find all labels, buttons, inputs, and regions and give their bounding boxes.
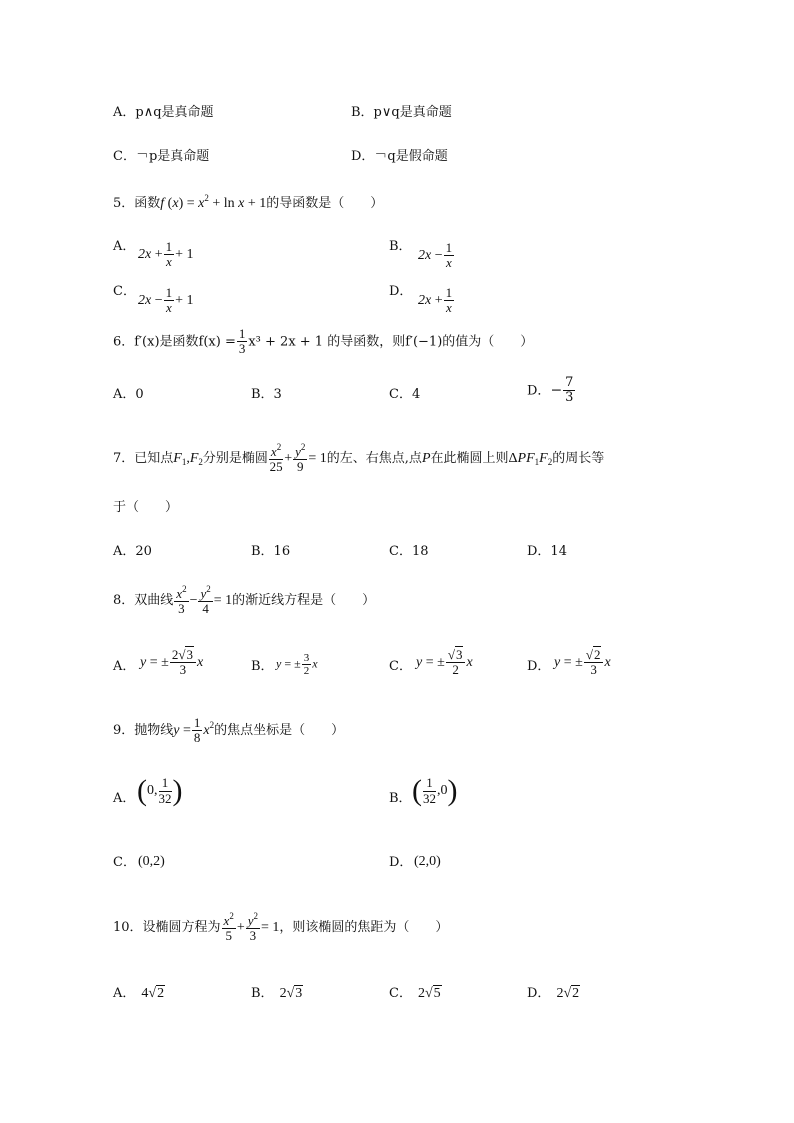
- q10-option-a-radicand: 2: [157, 986, 165, 1001]
- q5-option-b: 2x − $\frac{1}{x}$: [418, 240, 453, 271]
- q5-option-b-label: B．: [389, 239, 412, 254]
- q9-option-d: (2,0): [414, 854, 441, 869]
- q7-option-a: A．20: [113, 544, 152, 559]
- q9-option-a-label: A．: [113, 791, 136, 806]
- q7-option-d: D．14: [527, 544, 567, 559]
- q8-option-d-label: D．: [527, 659, 551, 674]
- q10-stem: [113, 912, 448, 944]
- q5-function: f $(x) = x^2 + \ln x + 1$: [160, 193, 267, 211]
- q9-option-c-label: C．: [113, 855, 136, 870]
- q6-fraction: $\frac{1}{3}$: [238, 326, 246, 357]
- q7-text-3: 的左、右焦点,点: [326, 451, 422, 467]
- q5-option-a: 2x + $\frac{1}{x}$ + 1: [138, 239, 194, 270]
- q5-prefix: 5．函数: [113, 196, 161, 211]
- q6-option-a: A．0: [113, 387, 144, 402]
- q9-parabola-eq: y = $\frac{1}{8}$ $x^2$: [173, 715, 215, 746]
- q10-option-a-coef: 4: [141, 986, 149, 1001]
- q7-text-5: 的周长等: [552, 451, 605, 467]
- q8-option-b-label: B．: [251, 659, 274, 674]
- q8-option-c: y = ± $\frac{√3}{2}$ x: [416, 647, 473, 678]
- q7-triangle: $\Delta PF_1F_2$: [508, 451, 553, 468]
- q6-option-c: C．4: [389, 387, 421, 402]
- q10-prefix: 10．设椭圆方程为: [113, 920, 221, 936]
- q7-option-c: C．18: [389, 544, 429, 559]
- q9-option-b-label: B．: [389, 791, 412, 806]
- q10-ellipse-eq: $\frac{x^2}{5}$ + $\frac{y^2}{3}$ = 1: [223, 911, 280, 944]
- q5-option-d-label: D．: [389, 284, 413, 299]
- q7-text-2: 分别是椭圆: [202, 451, 268, 467]
- q10-option-c-coef: 2: [417, 986, 425, 1001]
- q10-option-d-radicand: 2: [572, 986, 580, 1001]
- q8-option-a: y = ± $\frac{2√3}{3}$ x: [140, 647, 204, 678]
- q8-suffix: 的渐近线方程是（ ）: [232, 593, 376, 609]
- q7-point-p: P: [421, 451, 431, 467]
- q4-option-c: C．￢p是真命题: [113, 149, 210, 164]
- q5-option-d: 2x + $\frac{1}{x}$: [418, 285, 453, 316]
- q5-option-c-label: C．: [113, 284, 136, 299]
- q9-suffix: 的焦点坐标是（ ）: [214, 723, 345, 739]
- q6-option-b: B．3: [251, 387, 282, 402]
- q4-option-d: D．￢q是假命题: [351, 149, 448, 164]
- q9-option-c: (0,2): [138, 854, 165, 869]
- q6-option-d: D．− $\frac{7}{3}$: [527, 375, 574, 406]
- q6-mid2: x³ + 2x + 1 的导函数，则f′(−1)的值为（ ）: [248, 334, 534, 350]
- q10-option-b: B． 2√3: [251, 986, 303, 1001]
- q8-option-c-label: C．: [389, 659, 412, 674]
- q7-stem: [113, 443, 604, 475]
- q10-option-b-radicand: 3: [295, 986, 303, 1001]
- q7-text-1: 7．已知点: [113, 451, 174, 467]
- q10-option-d-label: D．: [527, 986, 551, 1001]
- q5-option-a-label: A．: [113, 239, 136, 254]
- q9-option-a: (0, $\frac{1}{32}$ ): [137, 774, 183, 807]
- q8-hyperbola-eq: $\frac{x^2}{3}$ − $\frac{y^2}{4}$ = 1: [176, 584, 233, 617]
- q10-option-c-radicand: 5: [433, 986, 441, 1001]
- q10-option-d: D． 2√2: [527, 986, 580, 1001]
- q7-option-b: B．16: [251, 544, 291, 559]
- q7-ellipse-eq: $\frac{x^2}{25}$ + $\frac{y^2}{9}$ = 1: [269, 442, 327, 475]
- q10-option-b-label: B．: [251, 986, 274, 1001]
- q4-option-a: A．p∧q是真命题: [113, 105, 214, 120]
- q10-option-d-coef: 2: [556, 986, 564, 1001]
- q9-option-d-label: D．: [389, 855, 413, 870]
- q8-option-d: y = ± $\frac{√2}{3}$ x: [554, 647, 611, 678]
- q8-option-a-label: A．: [113, 659, 136, 674]
- q5-option-c: 2x − $\frac{1}{x}$ + 1: [138, 285, 194, 316]
- q8-prefix: 8．双曲线: [113, 593, 174, 609]
- q10-option-b-coef: 2: [279, 986, 287, 1001]
- q10-option-c-label: C．: [389, 986, 412, 1001]
- q6-prefix: 6．: [113, 334, 135, 350]
- q9-prefix: 9．抛物线: [113, 723, 174, 739]
- q6-stem: [113, 327, 533, 357]
- q10-suffix: ，则该椭圆的焦距为（ ）: [279, 920, 449, 936]
- q10-option-a-label: A．: [113, 986, 136, 1001]
- q6-mid1: f′(x)是函数f(x) =: [134, 334, 236, 350]
- q9-stem: [113, 716, 344, 746]
- q4-option-b: B．p∨q是真命题: [351, 105, 452, 120]
- q5-stem: [113, 194, 383, 211]
- q10-option-c: C． 2√5: [389, 986, 441, 1001]
- q10-option-a: A． 4√2: [113, 986, 165, 1001]
- q8-stem: [113, 585, 375, 617]
- q7-stem-line2: 于（ ）: [113, 500, 179, 515]
- q7-text-4: 在此椭圆上则: [430, 451, 509, 467]
- q5-suffix: 的导函数是（ ）: [266, 196, 384, 211]
- q9-option-b: ( $\frac{1}{32}$ ,0): [412, 774, 458, 807]
- q8-option-b: y = ± $\frac{3}{2}$ x: [276, 652, 318, 678]
- q7-foci: $F_1,F_2$: [173, 451, 203, 468]
